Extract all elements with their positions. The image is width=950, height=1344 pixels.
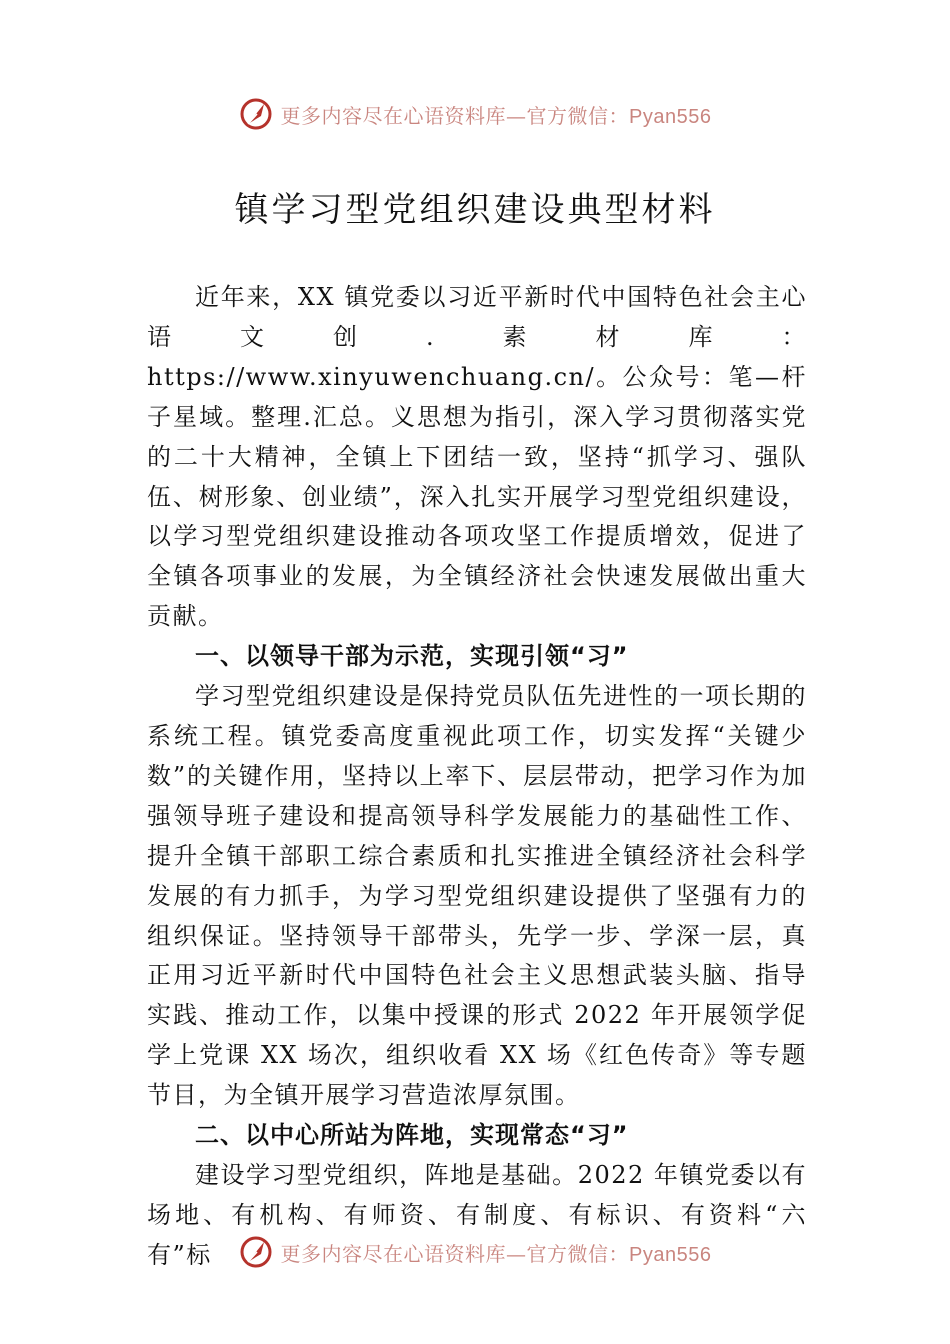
document-title: 镇学习型党组织建设典型材料 xyxy=(234,190,716,230)
watermark-handle: Pyan556 xyxy=(629,1243,712,1266)
document-body xyxy=(147,278,807,1276)
section-heading-2: 二、以中心所站为阵地，实现常态“习” xyxy=(195,1121,629,1150)
quill-logo-icon xyxy=(239,97,273,131)
watermark-text: 更多内容尽在心语资料库—官方微信：Pyan556 xyxy=(280,103,712,128)
quill-logo-icon xyxy=(239,1235,273,1269)
paragraph-intro: 近年来，XX 镇党委以习近平新时代中国特色社会主心语文创.素材库：https://www.xinyuwenchuang.cn/。公众号：笔—杆子星域。整理.汇总。义思想为指引，深入学习贯彻落实党的二十大精神，全镇上下团结一致，坚持“抓学习、强队伍、树形象、创业绩”，深入扎实开展学习型党组织建设，以学习型党组织建设推动各项攻坚工作提质增效，促进了全镇各项事业的发展，为全镇经济社会快速发展做出重大贡献。 xyxy=(147,283,807,631)
watermark-text: 更多内容尽在心语资料库—官方微信：Pyan556 xyxy=(280,1241,712,1266)
section-heading-1: 一、以领导干部为示范，实现引领“习” xyxy=(195,642,629,671)
header-watermark xyxy=(0,94,950,134)
watermark-handle: Pyan556 xyxy=(629,105,712,128)
paragraph-section-2: 建设学习型党组织，阵地是基础。2022 年镇党委以有场地、有机构、有师资、有制度、有标识、有资料“六有”标 xyxy=(147,1160,807,1269)
footer-watermark xyxy=(0,1232,950,1272)
paragraph-section-1: 学习型党组织建设是保持党员队伍先进性的一项长期的系统工程。镇党委高度重视此项工作，切实发挥“关键少数”的关键作用，坚持以上率下、层层带动，把学习作为加强领导班子建设和提高领导科学发展能力的基础性工作、提升全镇干部职工综合素质和扎实推进全镇经济社会科学发展的有力抓手，为学习型党组织建设提供了坚强有力的组织保证。坚持领导干部带头，先学一步、学深一层，真正用习近平新时代中国特色社会主义思想武装头脑、指导实践、推动工作，以集中授课的形式 2022 年开展领学促学上党课 XX 场次，组织收看 XX 场《红色传奇》等专题节目，为全镇开展学习营造浓厚氛围。 xyxy=(147,682,807,1110)
